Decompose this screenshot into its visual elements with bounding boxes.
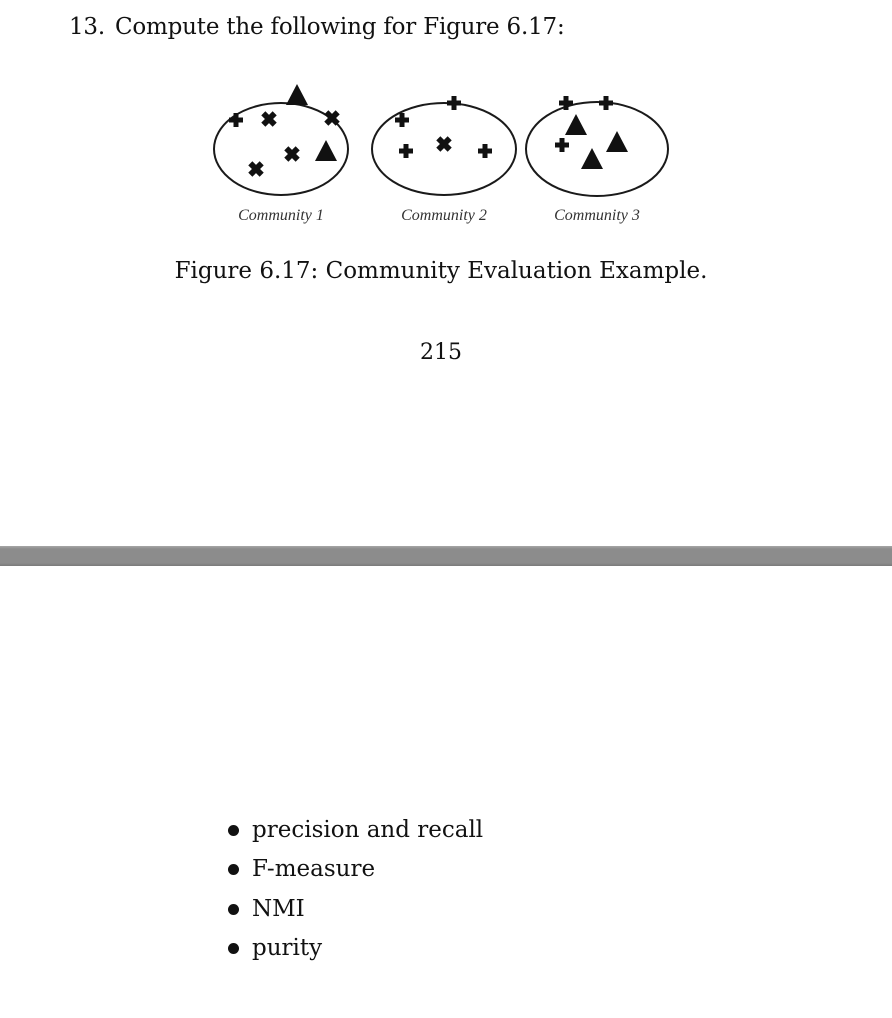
measure-list	[226, 813, 483, 970]
plus-marker	[229, 113, 243, 127]
community-1	[214, 84, 348, 195]
plus-marker	[555, 138, 569, 152]
triangle-marker	[315, 140, 337, 161]
bullet-dot	[228, 864, 239, 875]
community-2-boundary	[372, 103, 516, 195]
page-divider	[0, 546, 892, 566]
triangle-marker	[565, 114, 587, 135]
triangle-marker	[606, 131, 628, 152]
plus-marker	[447, 96, 461, 110]
cross-marker	[433, 133, 456, 156]
list-item-text: NMI	[252, 895, 305, 922]
triangle-marker	[286, 84, 308, 105]
plus-marker	[399, 144, 413, 158]
list-item-text: precision and recall	[252, 817, 484, 843]
triangle-marker	[581, 148, 603, 169]
community-1-label: Community 1	[238, 207, 324, 224]
list-item-text: purity	[252, 934, 323, 961]
list-item	[226, 813, 483, 852]
figure-caption: Figure 6.17: Community Evaluation Example.	[174, 258, 708, 284]
community-3-label: Community 3	[554, 207, 640, 224]
list-item	[226, 892, 483, 931]
bullet-dot	[228, 825, 239, 836]
community-2	[372, 96, 516, 195]
page-number: 215	[420, 340, 462, 365]
community-figure	[205, 68, 680, 238]
bullet-dot	[228, 943, 239, 954]
question-text: Compute the following for Figure 6.17:	[114, 14, 565, 40]
community-2-label: Community 2	[401, 207, 487, 224]
list-item	[226, 852, 483, 891]
plus-marker	[599, 96, 613, 110]
list-item	[226, 931, 483, 970]
question-heading	[69, 14, 565, 40]
plus-marker	[478, 144, 492, 158]
cross-marker	[281, 143, 304, 166]
bullet-dot	[228, 904, 239, 915]
community-3	[526, 96, 668, 196]
question-number: 13.	[69, 14, 105, 40]
community-3-boundary	[526, 102, 668, 196]
cross-marker	[245, 158, 268, 181]
list-item-text: F-measure	[252, 856, 376, 883]
cross-marker	[258, 108, 281, 131]
